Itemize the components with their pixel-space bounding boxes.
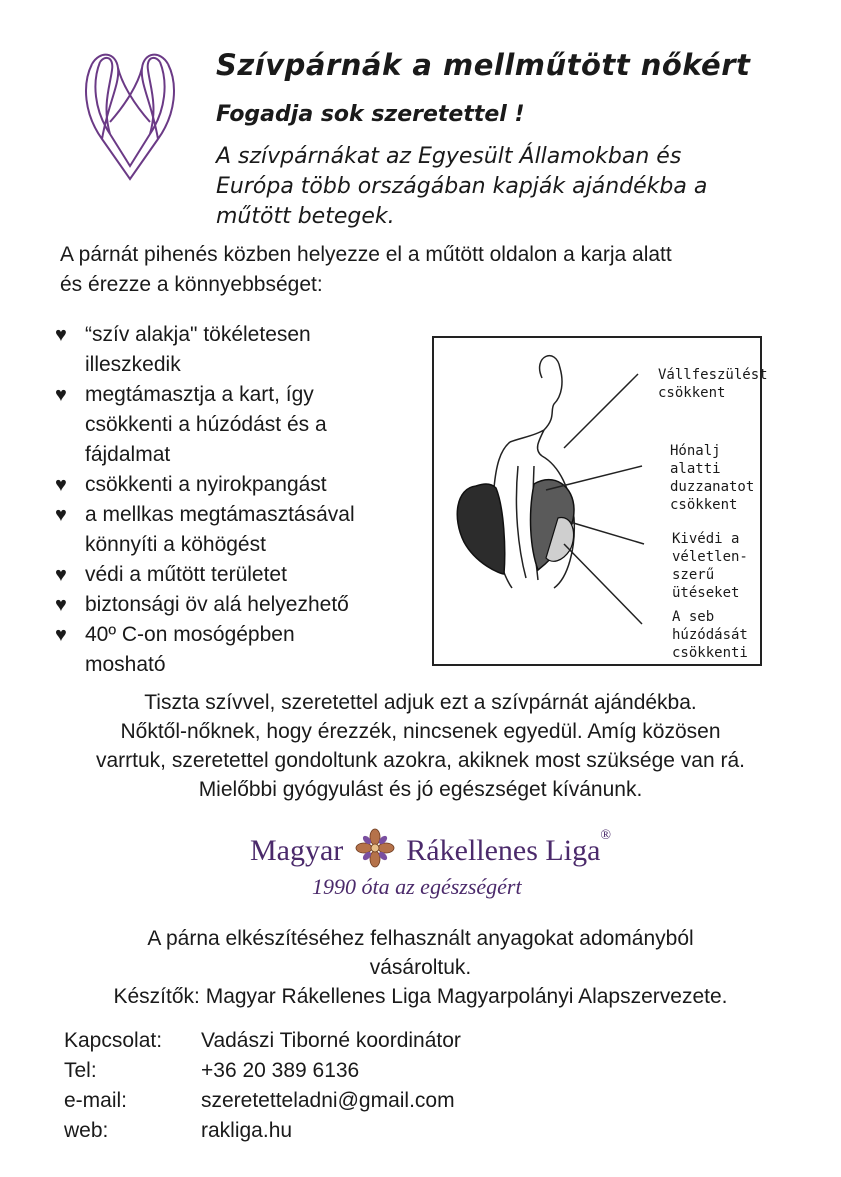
contact-label: Tel: <box>64 1059 97 1082</box>
closing-line: Tiszta szívvel, szeretettel adjuk ezt a szívpárnát ajándékba. <box>144 691 697 714</box>
organization-logo <box>250 828 630 908</box>
contact-row <box>64 1086 461 1116</box>
list-item <box>55 380 415 470</box>
contact-person: Vadászi Tiborné koordinátor <box>201 1029 461 1052</box>
figure-label-line: csökkenti <box>672 645 748 661</box>
figure-label-line: ütéseket <box>672 585 740 601</box>
figure-label-armpit <box>670 442 754 514</box>
list-item <box>55 560 415 590</box>
pink-ribbon-heart-icon <box>72 44 187 184</box>
contact-email: szeretetteladni@gmail.com <box>201 1089 455 1112</box>
contact-row <box>64 1116 461 1146</box>
closing-line: Nőktől-nőknek, hogy érezzék, nincsenek egyedül. Amíg közösen <box>120 720 721 743</box>
heart-bullet-icon: ♥ <box>55 324 67 346</box>
heart-bullet-icon: ♥ <box>55 504 67 526</box>
lead-line: és érezze a könnyebbséget: <box>60 273 323 296</box>
contact-label: web: <box>64 1119 109 1142</box>
list-item <box>55 320 415 380</box>
page-subtitle: Fogadja sok szeretettel ! <box>216 102 525 127</box>
heart-bullet-icon: ♥ <box>55 594 67 616</box>
funding-paragraph <box>40 924 801 1011</box>
contact-web: rakliga.hu <box>201 1119 293 1142</box>
figure-label-line: A seb <box>672 609 715 625</box>
closing-paragraph <box>40 688 801 804</box>
page-title: Szívpárnák a mellműtött nőkért <box>216 48 751 82</box>
list-item <box>55 500 415 560</box>
figure-label-wound <box>672 608 748 662</box>
intro-line: Európa több országában kapják ajándékba a <box>216 174 708 199</box>
intro-paragraph <box>216 142 761 232</box>
list-item-line: 40º C-on mosógépben <box>85 623 295 646</box>
figure-label-line: szerű <box>672 567 715 583</box>
contact-row <box>64 1026 461 1056</box>
contact-block <box>64 1026 461 1146</box>
list-item <box>55 590 415 620</box>
list-item-line: biztonsági öv alá helyezhető <box>85 593 349 616</box>
figure-label-line: csökkent <box>658 385 726 401</box>
funding-line: Készítők: Magyar Rákellenes Liga Magyarpolányi Alapszervezete. <box>113 985 728 1008</box>
list-item-line: csökkenti a húzódást és a <box>85 413 327 436</box>
figure-label-line: húzódását <box>672 627 748 643</box>
intro-line: műtött betegek. <box>216 204 395 229</box>
lead-line: A párnát pihenés közben helyezze el a műtött oldalon a karja alatt <box>60 243 672 266</box>
list-item-line: fájdalmat <box>85 443 171 466</box>
lead-paragraph <box>60 240 780 300</box>
figure-label-impact <box>672 530 748 602</box>
contact-row <box>64 1056 461 1086</box>
list-item-line: illeszkedik <box>85 353 181 376</box>
contact-phone: +36 20 389 6136 <box>201 1059 360 1082</box>
heart-bullet-icon: ♥ <box>55 474 67 496</box>
registered-mark: ® <box>600 828 612 843</box>
contact-label: e-mail: <box>64 1089 128 1112</box>
figure-label-line: csökkent <box>670 497 738 513</box>
figure-label-line: alatti <box>670 461 721 477</box>
closing-line: varrtuk, szeretettel gondoltunk azokra, akiknek most szüksége van rá. <box>96 749 745 772</box>
figure-label-line: Vállfeszülést <box>658 367 768 383</box>
intro-line: A szívpárnákat az Egyesült Államokban és <box>216 144 682 169</box>
flower-emblem-icon <box>355 828 395 868</box>
list-item-line: csökkenti a nyirokpangást <box>85 473 327 496</box>
figure-label-line: véletlen- <box>672 549 748 565</box>
logo-name-left: Magyar <box>250 834 344 867</box>
contact-label: Kapcsolat: <box>64 1029 163 1052</box>
list-item <box>55 620 415 680</box>
figure-label-line: duzzanatot <box>670 479 755 495</box>
figure-label-shoulder <box>658 366 768 402</box>
list-item-line: védi a műtött területet <box>85 563 287 586</box>
logo-name <box>250 828 611 868</box>
list-item-line: megtámasztja a kart, így <box>85 383 314 406</box>
funding-line: vásároltuk. <box>369 956 472 979</box>
heart-bullet-icon: ♥ <box>55 564 67 586</box>
closing-line: Mielőbbi gyógyulást és jó egészséget kívánunk. <box>198 778 643 801</box>
pillow-illustration <box>432 336 768 666</box>
logo-name-right: Rákellenes Liga <box>406 834 601 867</box>
heart-bullet-icon: ♥ <box>55 384 67 406</box>
figure-label-line: Kivédi a <box>672 531 740 547</box>
list-item-line: mosható <box>85 653 166 676</box>
logo-tagline: 1990 óta az egészségért <box>312 874 522 899</box>
list-item-line: könnyíti a köhögést <box>85 533 266 556</box>
heart-bullet-icon: ♥ <box>55 624 67 646</box>
figure-label-line: Hónalj <box>670 443 721 459</box>
funding-line: A párna elkészítéséhez felhasznált anyagokat adományból <box>147 927 694 950</box>
list-item-line: a mellkas megtámasztásával <box>85 503 355 526</box>
list-item <box>55 470 415 500</box>
benefit-list <box>55 320 415 680</box>
list-item-line: “szív alakja" tökéletesen <box>85 323 311 346</box>
